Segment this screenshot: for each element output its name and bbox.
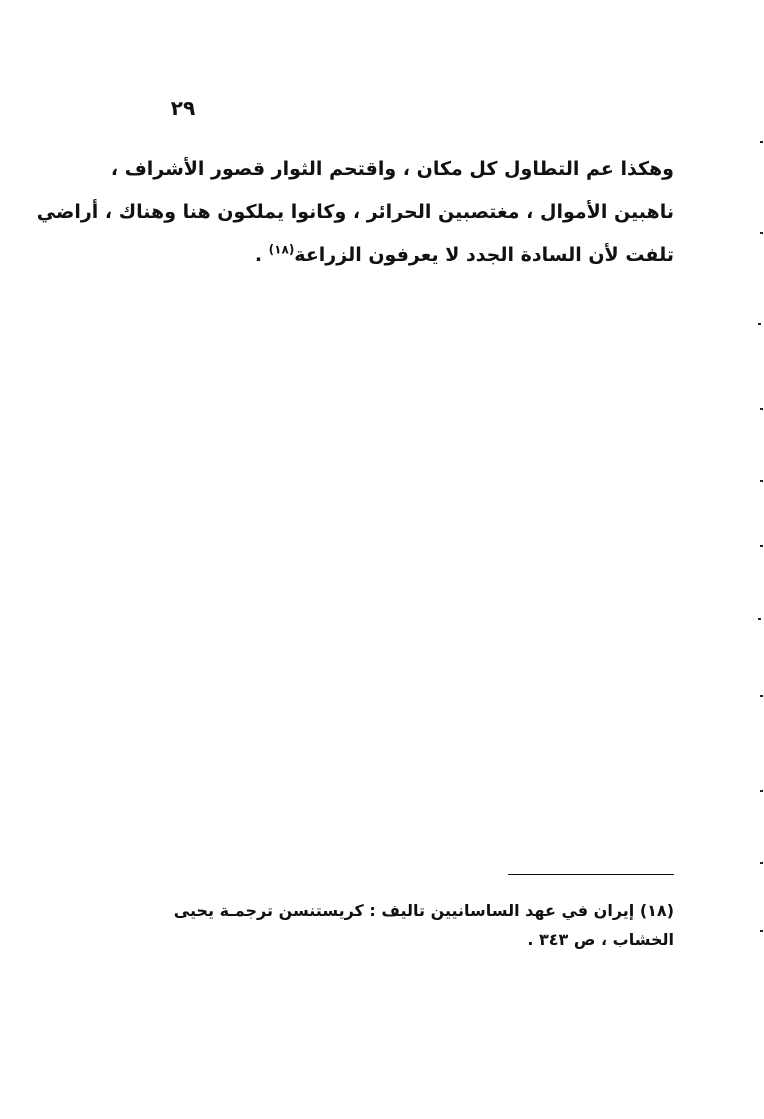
scan-mark xyxy=(760,790,763,792)
scan-mark xyxy=(760,141,763,143)
scan-mark xyxy=(760,695,763,697)
scan-mark xyxy=(760,480,763,482)
body-line-2: ناهبين الأموال ، مغتصبين الحرائر ، وكانوا يملكون هنا وهناك ، أراضي xyxy=(36,201,674,223)
scan-mark xyxy=(760,232,763,234)
footnote xyxy=(130,896,674,954)
scan-mark xyxy=(758,323,761,325)
footnote-line-2: الخشاب ، ص ٣٤٣ . xyxy=(527,930,674,949)
body-text xyxy=(36,148,674,277)
scan-mark xyxy=(760,545,763,547)
footnote-separator xyxy=(508,874,674,875)
footnote-line-1: (١٨) إيران في عهد الساسانيين تاليف : كريستنسن ترجمـة يحيى xyxy=(173,901,674,920)
scan-mark xyxy=(760,930,763,932)
scan-mark xyxy=(758,618,761,620)
page-number: ٢٩ xyxy=(170,96,196,120)
body-line-3-text: تلفت لأن السادة الجدد لا يعرفون الزراعة xyxy=(294,244,674,266)
scan-mark xyxy=(760,408,763,410)
footnote-reference: (١٨) xyxy=(268,242,295,257)
closing-punctuation: . xyxy=(254,244,269,266)
scan-mark xyxy=(760,862,763,864)
body-line-1: وهكذا عم التطاول كل مكان ، واقتحم الثوار قصور الأشراف ، xyxy=(110,158,674,180)
body-line-3 xyxy=(130,234,674,277)
